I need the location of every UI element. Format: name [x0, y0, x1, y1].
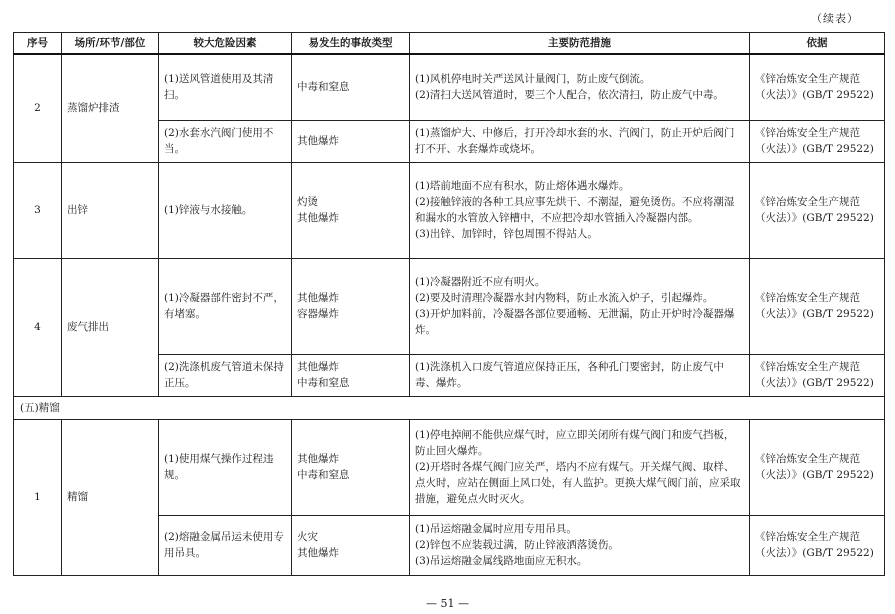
- measure-line: (1)冷凝器附近不应有明火。: [415, 276, 546, 288]
- accident-type-cell: [292, 162, 410, 258]
- header-accident-type: 易发生的事故类型: [292, 33, 410, 55]
- header-place: 场所/环节/部位: [62, 33, 159, 55]
- hazard-cell: (1)送风管道使用及其清扫。: [159, 54, 292, 120]
- accident-type: 中毒和窒息: [297, 81, 350, 94]
- row-number: 4: [14, 258, 62, 396]
- row-place: 出锌: [62, 162, 159, 258]
- measure-line: (1)蒸馏炉大、中修后，打开冷却水套的水、汽阀门，防止开炉后阀门打不开、水套爆炸或烧坏。: [415, 127, 735, 155]
- measure-line: (1)停电掉闸不能供应煤气时，应立即关闭所有煤气阀门和废气挡板，防止回火爆炸。: [415, 429, 735, 457]
- table-row: [14, 419, 885, 515]
- header-basis: 依据: [750, 33, 885, 55]
- measure-line: (2)要及时清理冷凝器水封内物料，防止水流入炉子，引起爆炸。: [415, 292, 714, 304]
- continuation-label: （续表）: [811, 12, 859, 25]
- row-number: 1: [14, 419, 62, 575]
- accident-type-cell: [292, 258, 410, 354]
- measure-line: (3)出锌、加锌时，锌包周围不得站人。: [415, 228, 598, 240]
- row-place: 废气排出: [62, 258, 159, 396]
- row-place: 蒸馏炉排渣: [62, 54, 159, 162]
- measure-line: (2)接触锌液的各种工具应事先烘干、不潮湿，避免烫伤。不应将潮湿和漏水的水管放入锌槽中，不应把冷却水管插入冷凝器内部。: [415, 196, 735, 224]
- basis-cell: 《锌冶炼安全生产规范（火法）》(GB/T 29522): [750, 162, 885, 258]
- measure-line: (2)清扫大送风管道时，要三个人配合，依次清扫，防止废气中毒。: [415, 89, 724, 102]
- measure-line: (1)塔前地面不应有积水，防止熔体遇水爆炸。: [415, 180, 630, 192]
- hazard-cell: (1)冷凝器部件密封不严，有堵塞。: [159, 258, 292, 354]
- accident-type: 其他爆炸: [297, 453, 339, 465]
- table-header-row: [14, 33, 885, 55]
- accident-type: 容器爆炸: [297, 308, 339, 320]
- hazard-cell: (1)使用煤气操作过程违规。: [159, 419, 292, 515]
- hazard-cell: (2)水套水汽阀门使用不当。: [159, 120, 292, 162]
- header-no: 序号: [14, 33, 62, 55]
- measures-cell: [410, 419, 750, 515]
- measures-cell: [410, 162, 750, 258]
- measures-cell: [410, 120, 750, 162]
- measures-cell: [410, 258, 750, 354]
- measures-cell: [410, 515, 750, 575]
- table-row: [14, 258, 885, 354]
- basis-cell: 《锌冶炼安全生产规范（火法）》(GB/T 29522): [750, 515, 885, 575]
- section-title: (五)精馏: [14, 396, 885, 419]
- accident-type-cell: [292, 354, 410, 396]
- measure-line: (3)开炉加料前，冷凝器各部位要通畅、无泄漏，防止开炉时冷凝器爆炸。: [415, 308, 735, 336]
- measure-line: (2)开塔时各煤气阀门应关严，塔内不应有煤气。开关煤气阀、取样、点火时，应站在侧面上风口处，有人监护。更换大煤气阀门前，应采取措施，避免点火时灭火。: [415, 461, 741, 505]
- row-number: 3: [14, 162, 62, 258]
- measure-line: (2)锌包不应装载过满，防止锌液洒落烫伤。: [415, 539, 619, 551]
- accident-type-cell: [292, 419, 410, 515]
- hazard-cell: (2)洗涤机废气管道未保持正压。: [159, 354, 292, 396]
- measures-cell: [410, 54, 750, 120]
- measure-line: (1)吊运熔融金属时应用专用吊具。: [415, 523, 577, 535]
- table-row: [14, 54, 885, 120]
- basis-cell: 《锌冶炼安全生产规范（火法）》(GB/T 29522): [750, 54, 885, 120]
- accident-type: 其他爆炸: [297, 361, 339, 373]
- measure-line: (3)吊运熔融金属线路地面应无积水。: [415, 555, 588, 567]
- accident-type: 其他爆炸: [297, 547, 339, 559]
- hazard-cell: (2)熔融金属吊运未使用专用吊具。: [159, 515, 292, 575]
- section-row: [14, 396, 885, 419]
- accident-type-cell: [292, 515, 410, 575]
- accident-type: 灼烫: [297, 196, 318, 208]
- accident-type: 其他爆炸: [297, 212, 339, 224]
- header-measures: 主要防范措施: [410, 33, 750, 55]
- table-row: [14, 162, 885, 258]
- accident-type: 中毒和窒息: [297, 377, 350, 389]
- hazard-table: [13, 32, 885, 576]
- accident-type-cell: [292, 120, 410, 162]
- basis-cell: 《锌冶炼安全生产规范（火法）》(GB/T 29522): [750, 419, 885, 515]
- basis-cell: 《锌冶炼安全生产规范（火法）》(GB/T 29522): [750, 258, 885, 354]
- measure-line: (1)洗涤机入口废气管道应保持正压，各种孔门要密封，防止废气中毒、爆炸。: [415, 361, 724, 389]
- header-hazard: 较大危险因素: [159, 33, 292, 55]
- basis-cell: 《锌冶炼安全生产规范（火法）》(GB/T 29522): [750, 354, 885, 396]
- accident-type: 其他爆炸: [297, 292, 339, 304]
- page-number: — 51 —: [426, 597, 469, 610]
- basis-cell: 《锌冶炼安全生产规范（火法）》(GB/T 29522): [750, 120, 885, 162]
- accident-type: 其他爆炸: [297, 135, 339, 147]
- measures-cell: [410, 354, 750, 396]
- row-place: 精馏: [62, 419, 159, 575]
- measure-line: (1)风机停电时关严送风计量阀门，防止废气倒流。: [415, 73, 651, 86]
- row-number: 2: [14, 54, 62, 162]
- accident-type: 火灾: [297, 531, 318, 543]
- accident-type: 中毒和窒息: [297, 469, 350, 481]
- hazard-cell: (1)锌液与水接触。: [159, 162, 292, 258]
- accident-type-cell: [292, 54, 410, 120]
